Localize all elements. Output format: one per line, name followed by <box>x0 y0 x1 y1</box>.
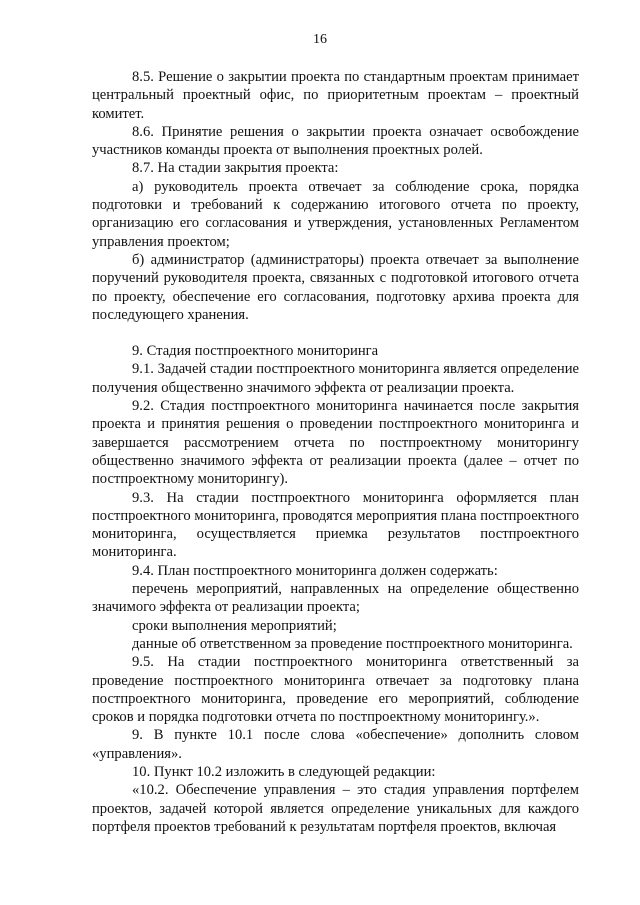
paragraph-8-7-a: а) руководитель проекта отвечает за соблюдение срока, порядка подготовки и требований к содержанию итогового отчета по проекту, организацию его согласования и утверждения, установленных Регламентом управления проектом; <box>92 178 579 250</box>
list-item-deadlines: сроки выполнения мероприятий; <box>132 617 337 634</box>
paragraph-9-2: 9.2. Стадия постпроектного мониторинга начинается после закрытия проекта и принятия решения о проведении постпроектного мониторинга и завершается рассмотрением отчета по постпроектному мониторингу общественно значимого эффекта от реализации проекта (далее – отчет по постпроектному мониторингу). <box>92 398 579 488</box>
paragraph-9-4: 9.4. План постпроектного мониторинга должен содержать: <box>132 562 498 579</box>
amendment-9: 9. В пункте 10.1 после слова «обеспечение» дополнить словом «управления». <box>92 727 579 762</box>
paragraph-8-5: 8.5. Решение о закрытии проекта по стандартным проектам принимает центральный проектный офис, по приоритетным проектам – проектный комитет. <box>92 69 579 122</box>
paragraph-8-7-b: б) администратор (администраторы) проекта отвечает за выполнение поручений руководителя проекта, связанных с подготовкой итогового отчета по проекту, обеспечение его согласования, подготовку архива проекта для последующего хранения. <box>92 251 579 323</box>
paragraph-9-5: 9.5. На стадии постпроектного мониторинга ответственный за проведение постпроектного мониторинга отвечает за подготовку плана постпроектного мониторинга, проведение его мероприятий, соблюдение сроков и порядка подготовки отчета по постпроектному мониторингу.». <box>92 654 579 726</box>
page-number: 16 <box>313 32 327 47</box>
list-item-measures: перечень мероприятий, направленных на определение общественно значимого эффекта от реализации проекта; <box>92 581 579 616</box>
paragraph-8-7: 8.7. На стадии закрытия проекта: <box>132 160 339 177</box>
section-heading-9: 9. Стадия постпроектного мониторинга <box>132 343 379 360</box>
paragraph-9-1: 9.1. Задачей стадии постпроектного мониторинга является определение получения общественно значимого эффекта от реализации проекта. <box>92 361 579 396</box>
paragraph-9-3: 9.3. На стадии постпроектного мониторинга оформляется план постпроектного мониторинга, проводятся мероприятия плана постпроектного мониторинга, осуществляется приемка результатов постпроектного мониторинга. <box>92 489 579 561</box>
paragraph-8-6: 8.6. Принятие решения о закрытии проекта означает освобождение участников команды проекта от выполнения проектных ролей. <box>92 123 579 159</box>
paragraph-10-2: «10.2. Обеспечение управления – это стадия управления портфелем проектов, задачей которой является определение уникальных для каждого портфеля проектов требований к результатам портфеля проектов, включая <box>92 782 579 835</box>
list-item-responsible: данные об ответственном за проведение постпроектного мониторинга. <box>132 635 573 652</box>
document-body <box>92 68 579 836</box>
amendment-10: 10. Пункт 10.2 изложить в следующей редакции: <box>132 763 436 780</box>
